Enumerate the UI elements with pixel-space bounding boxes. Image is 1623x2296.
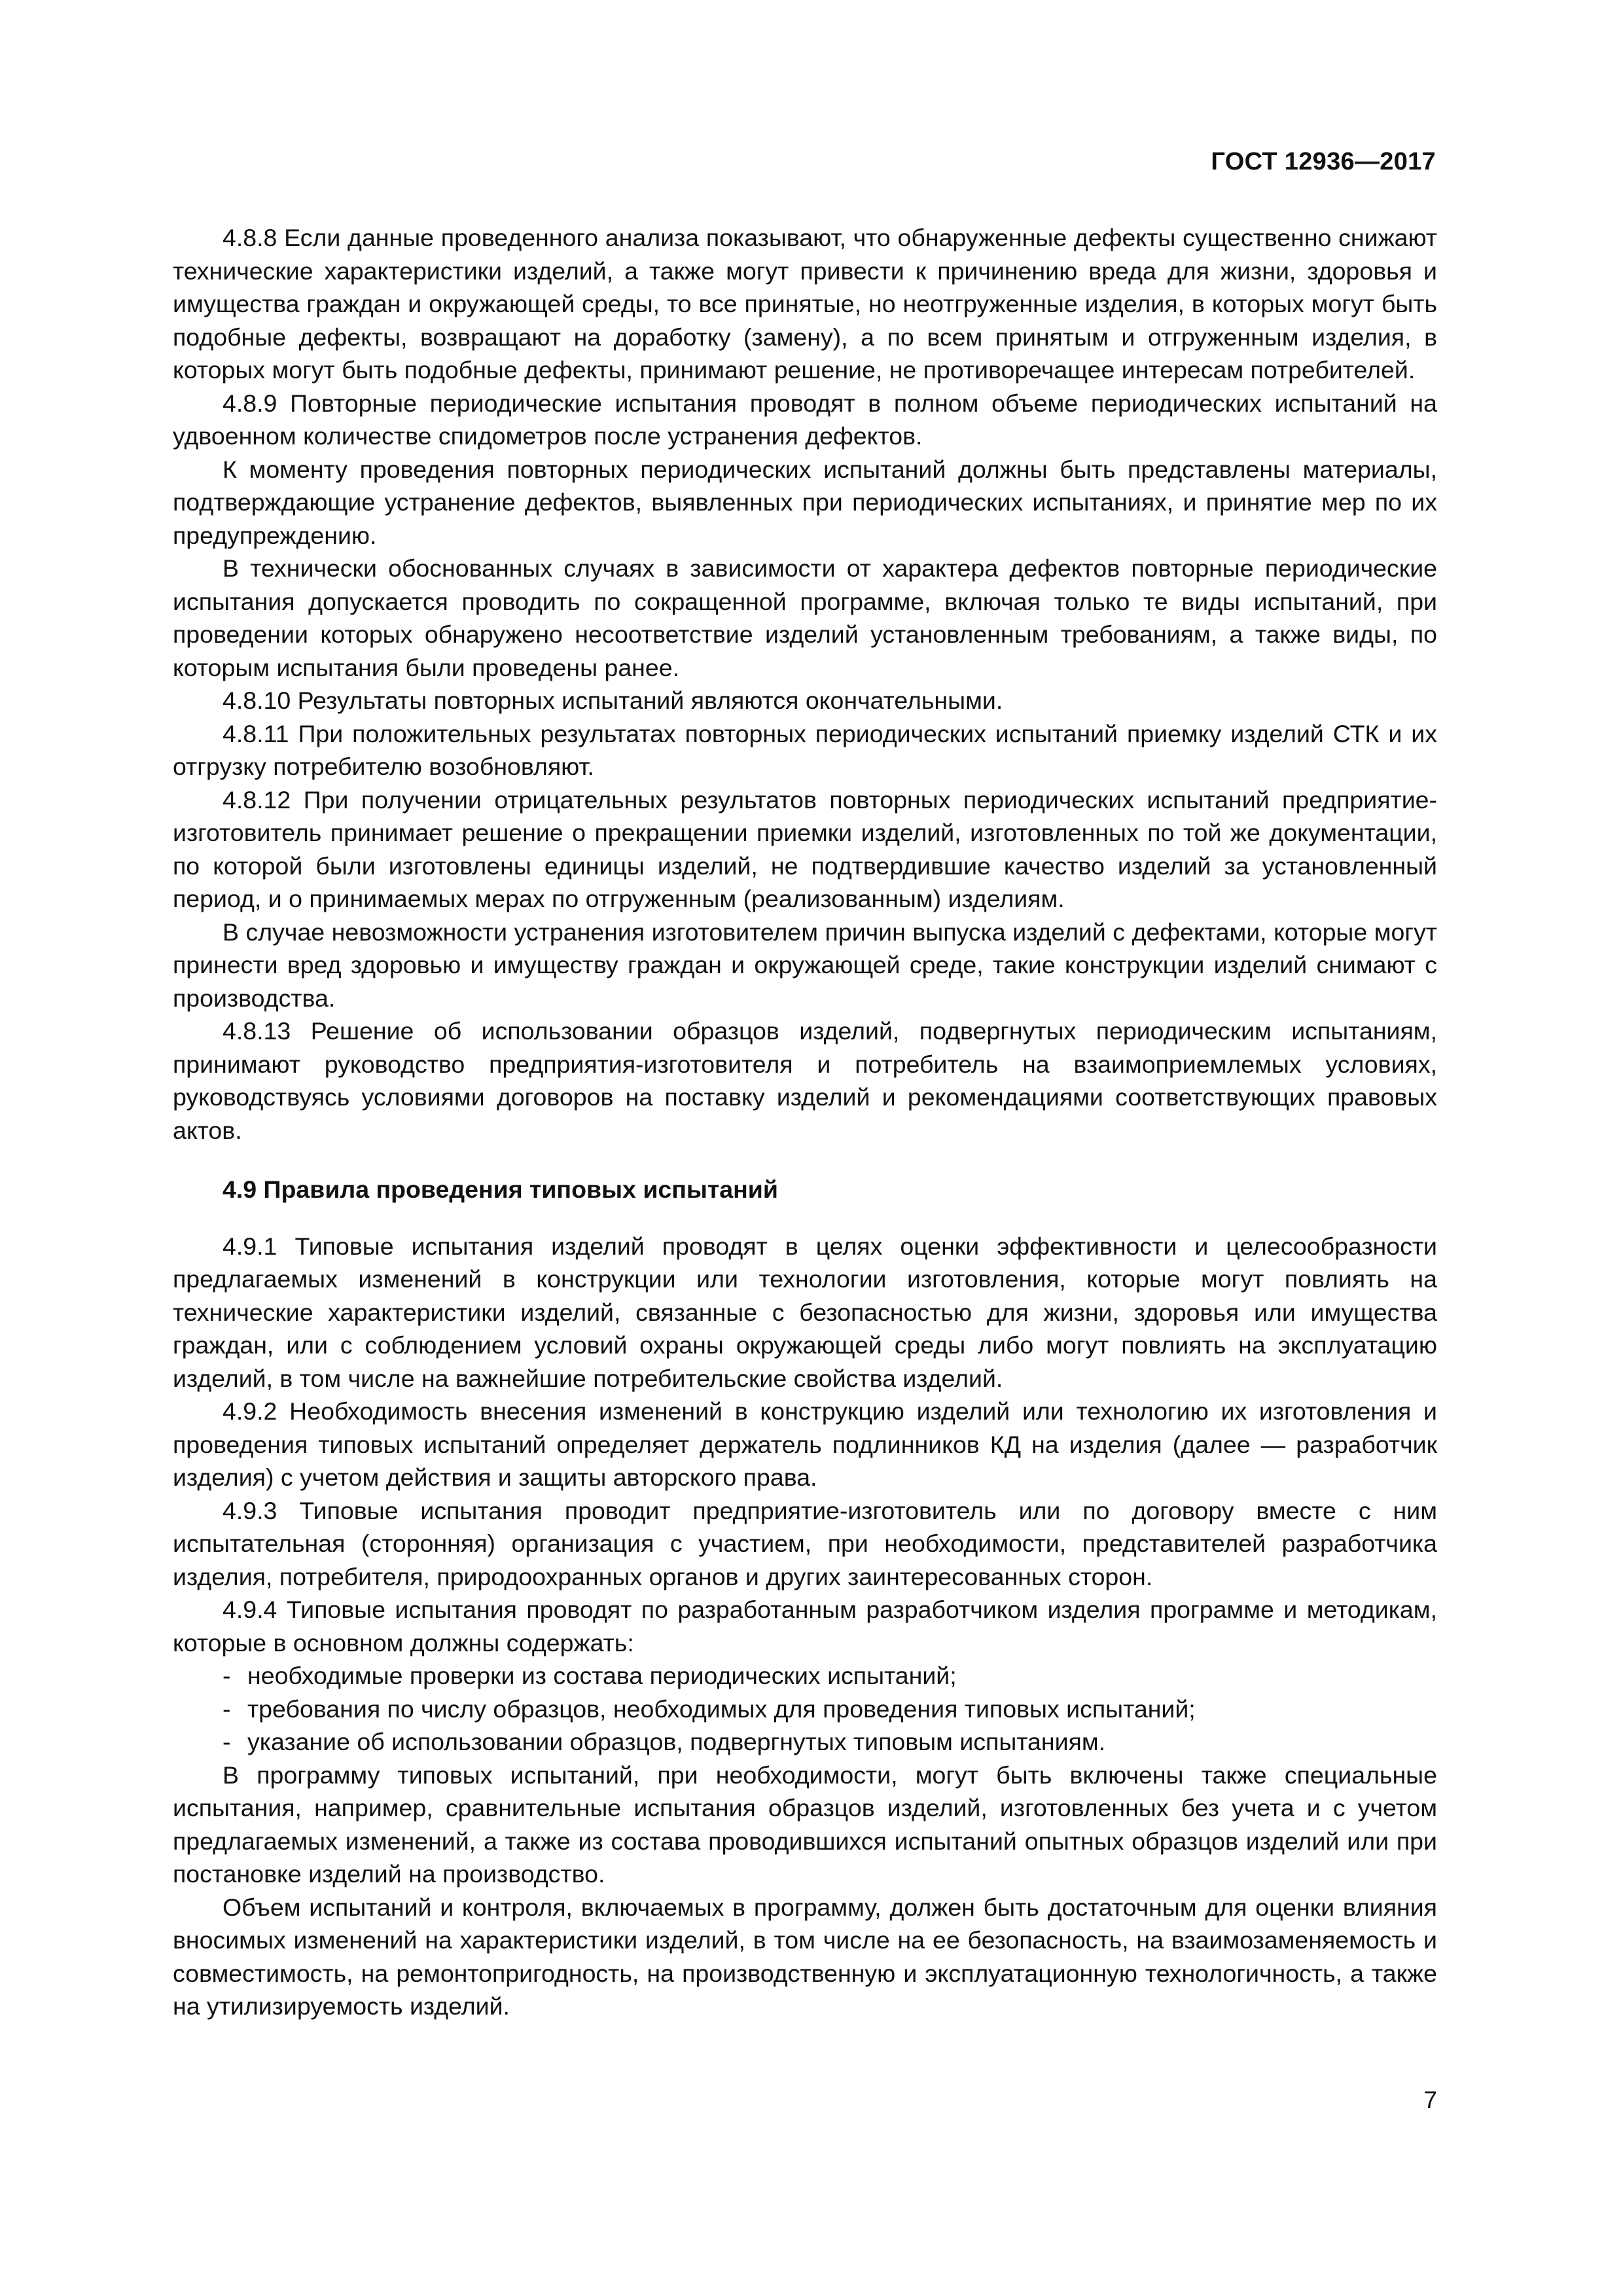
list-item [173,1693,1437,1726]
list-marker: - [223,1728,231,1755]
paragraph-4-9-3: 4.9.3 Типовые испытания проводит предприятие-изготовитель или по договору вместе с ним испытательная (сторонняя) организация с участием, при необходимости, представителей разработчика изделия, потребителя, природоохранных органов и других заинтересованных сторон. [173,1496,1437,1590]
paragraph-production-removal: В случае невозможности устранения изготовителем причин выпуска изделий с дефектами, которые могут принести вред здоровью и имуществу граждан и окружающей среде, такие конструкции изделий снимают с производства. [173,918,1437,1012]
list-item-text: указание об использовании образцов, подвергнутых типовым испытаниям. [247,1728,1106,1755]
paragraph-4-8-13: 4.8.13 Решение об использовании образцов изделий, подвергнутых периодическим испытаниям, принимают руководство предприятия-изготовителя и потребитель на взаимоприемлемых условиях, руководствуясь условиями договоров на поставку изделий и рекомендациями соответствующих правовых актов. [173,1017,1437,1144]
paragraph-4-8-12: 4.8.12 При получении отрицательных результатов повторных периодических испытаний предприятие-изготовитель принимает решение о прекращении приемки изделий, изготовленных по той же документации, по которой были изготовлены единицы изделий, не подтвердившие качество изделий за установленный период, и о принимаемых мерах по отгруженным (реализованным) изделиям. [173,785,1437,912]
paragraph-test-scope: Объем испытаний и контроля, включаемых в программу, должен быть достаточным для оценки влияния вносимых изменений на характеристики изделий, в том числе на ее безопасность, на взаимозаменяемость и совместимость, на ремонтопригодность, на производственную и эксплуатационную технологичность, а также на утилизируемость изделий. [173,1893,1437,2020]
paragraph-4-9-2: 4.9.2 Необходимость внесения изменений в конструкцию изделий или технологию их изготовления и проведения типовых испытаний определяет держатель подлинников КД на изделия (далее — разработчик изделия) с учетом действия и защиты авторского права. [173,1397,1437,1491]
document-body [173,221,1437,2023]
paragraph-4-9-1: 4.9.1 Типовые испытания изделий проводят в целях оценки эффективности и целесообразности предлагаемых изменений в конструкции или технологии изготовления, которые могут повлиять на технические характеристики изделий, связанные с безопасностью для жизни, здоровья или имущества граждан, или с соблюдением условий охраны окружающей среды либо могут повлиять на эксплуатацию изделий, в том числе на важнейшие потребительские свойства изделий. [173,1232,1437,1392]
list-item-text: необходимые проверки из состава периодических испытаний; [247,1662,957,1689]
paragraph-4-9-4: 4.9.4 Типовые испытания проводят по разработанным разработчиком изделия программе и методикам, которые в основном должны содержать: [173,1596,1437,1657]
page-number: 7 [1423,2087,1437,2113]
list-marker: - [223,1695,231,1723]
document-code-header: ГОСТ 12936—2017 [1211,148,1436,175]
paragraph-4-8-10: 4.8.10 Результаты повторных испытаний являются окончательными. [223,687,1003,714]
paragraph-4-8-9: 4.8.9 Повторные периодические испытания проводят в полном объеме периодических испытаний на удвоенном количестве спидометров после устранения дефектов. [173,389,1437,450]
paragraph-reduced-program: В технически обоснованных случаях в зависимости от характера дефектов повторные периодические испытания допускается проводить по сокращенной программе, включая только те виды испытаний, при проведении которых обнаружено несоответствие изделий установленным требованиям, а также виды, по которым испытания были проведены ранее. [173,554,1437,681]
section-heading-4-9: 4.9 Правила проведения типовых испытаний [223,1175,778,1203]
paragraph-4-8-11: 4.8.11 При положительных результатах повторных периодических испытаний приемку изделий СТК и их отгрузку потребителю возобновляют. [173,719,1437,780]
list-marker: - [223,1662,231,1689]
list-item [173,1659,1437,1693]
paragraph-special-tests: В программу типовых испытаний, при необходимости, могут быть включены также специальные испытания, например, сравнительные испытания образцов изделий, изготовленных без учета и с учетом предлагаемых изменений, а также из состава проводившихся испытаний опытных образцов изделий или при постановке изделий на производство. [173,1761,1437,1888]
paragraph-4-8-8: 4.8.8 Если данные проведенного анализа показывают, что обнаруженные дефекты существенно снижают технические характеристики изделий, а также могут привести к причинению вреда для жизни, здоровья и имущества граждан и окружающей среды, то все принятые, но неотгруженные изделия, в которых могут быть подобные дефекты, возвращают на доработку (замену), а по всем принятым и отгруженным изделия, в которых могут быть подобные дефекты, принимают решение, не противоречащее интересам потребителей. [173,224,1437,384]
list-item-text: требования по числу образцов, необходимых для проведения типовых испытаний; [247,1695,1196,1723]
list-item [173,1725,1437,1759]
paragraph-materials: К моменту проведения повторных периодических испытаний должны быть представлены материалы, подтверждающие устранение дефектов, выявленных при периодических испытаниях, и принятие мер по их предупреждению. [173,455,1437,549]
